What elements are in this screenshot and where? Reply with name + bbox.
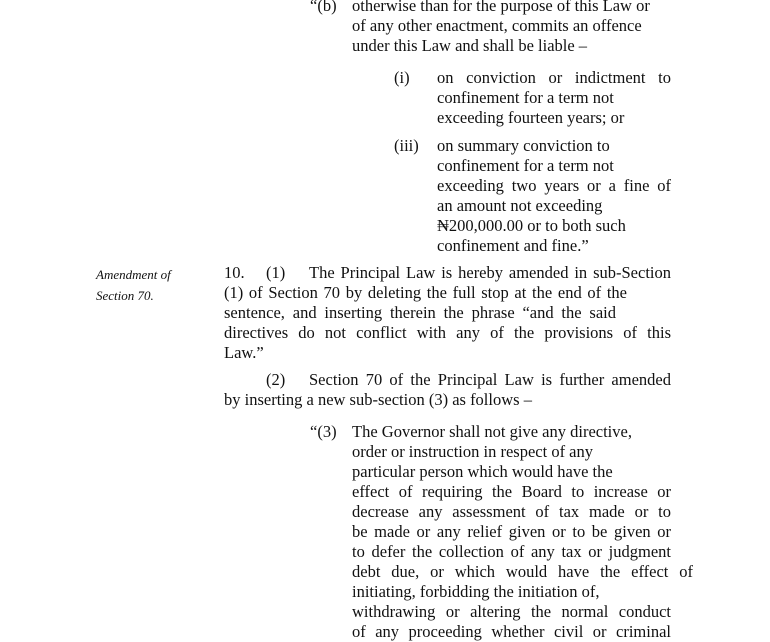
section-10-1-line: sentence, and inserting therein the phrase “and the said <box>224 303 616 322</box>
section-number: 10. <box>224 263 245 282</box>
sub-3-line: be made or any relief given or to be given or <box>352 522 671 541</box>
para-b-line: of any other enactment, commits an offence <box>352 16 642 35</box>
sub-3-line: to defer the collection of any tax or judgment <box>352 542 671 561</box>
item-i-marker: (i) <box>394 68 410 87</box>
sub-3-line: withdrawing or altering the normal conduct <box>352 602 671 621</box>
section-10-1-line: Law.” <box>224 343 264 362</box>
sub-3-line: debt due, or which would have the effect of <box>352 562 693 581</box>
sub-3-line: decrease any assessment of tax made or to <box>352 502 671 521</box>
item-i-line: exceeding fourteen years; or <box>437 108 625 127</box>
para-b-line: otherwise than for the purpose of this Law or <box>352 0 650 15</box>
section-10-1-line: directives do not conflict with any of the provisions of this <box>224 323 671 342</box>
sub-3-line: effect of requiring the Board to increase or <box>352 482 671 501</box>
sub-3-line: particular person which would have the <box>352 462 613 481</box>
sub-3-marker: “(3) <box>310 422 337 441</box>
item-iii-line: exceeding two years or a fine of <box>437 176 671 195</box>
section-10-1-line: (1) of Section 70 by deleting the full stop at the end of the <box>224 283 627 302</box>
item-iii-line: confinement for a term not <box>437 156 614 175</box>
item-iii-line: ₦200,000.00 or to both such <box>437 216 626 235</box>
para-b-line: under this Law and shall be liable – <box>352 36 588 55</box>
subsection-marker: (1) <box>266 263 286 282</box>
margin-note: Section 70. <box>96 288 154 303</box>
item-i-line: confinement for a term not <box>437 88 614 107</box>
section-10-2-line: Section 70 of the Principal Law is further amended <box>309 370 671 389</box>
section-10-1-line: The Principal Law is hereby amended in sub-Section <box>309 263 671 282</box>
item-iii-line: on summary conviction to <box>437 136 610 155</box>
sub-3-line: initiating, forbidding the initiation of, <box>352 582 600 601</box>
item-i-line: on conviction or indictment to <box>437 68 671 87</box>
margin-note: Amendment of <box>96 267 171 282</box>
para-b-marker: “(b) <box>310 0 337 15</box>
section-10-2-line: by inserting a new sub-section (3) as follows – <box>224 390 532 409</box>
item-iii-marker: (iii) <box>394 136 419 155</box>
sub-3-line: The Governor shall not give any directive, <box>352 422 632 441</box>
item-iii-line: confinement and fine.” <box>437 236 589 255</box>
sub-3-line: of any proceeding whether civil or criminal <box>352 622 671 641</box>
subsection-marker: (2) <box>266 370 286 389</box>
item-iii-line: an amount not exceeding <box>437 196 603 215</box>
sub-3-line: order or instruction in respect of any <box>352 442 594 461</box>
